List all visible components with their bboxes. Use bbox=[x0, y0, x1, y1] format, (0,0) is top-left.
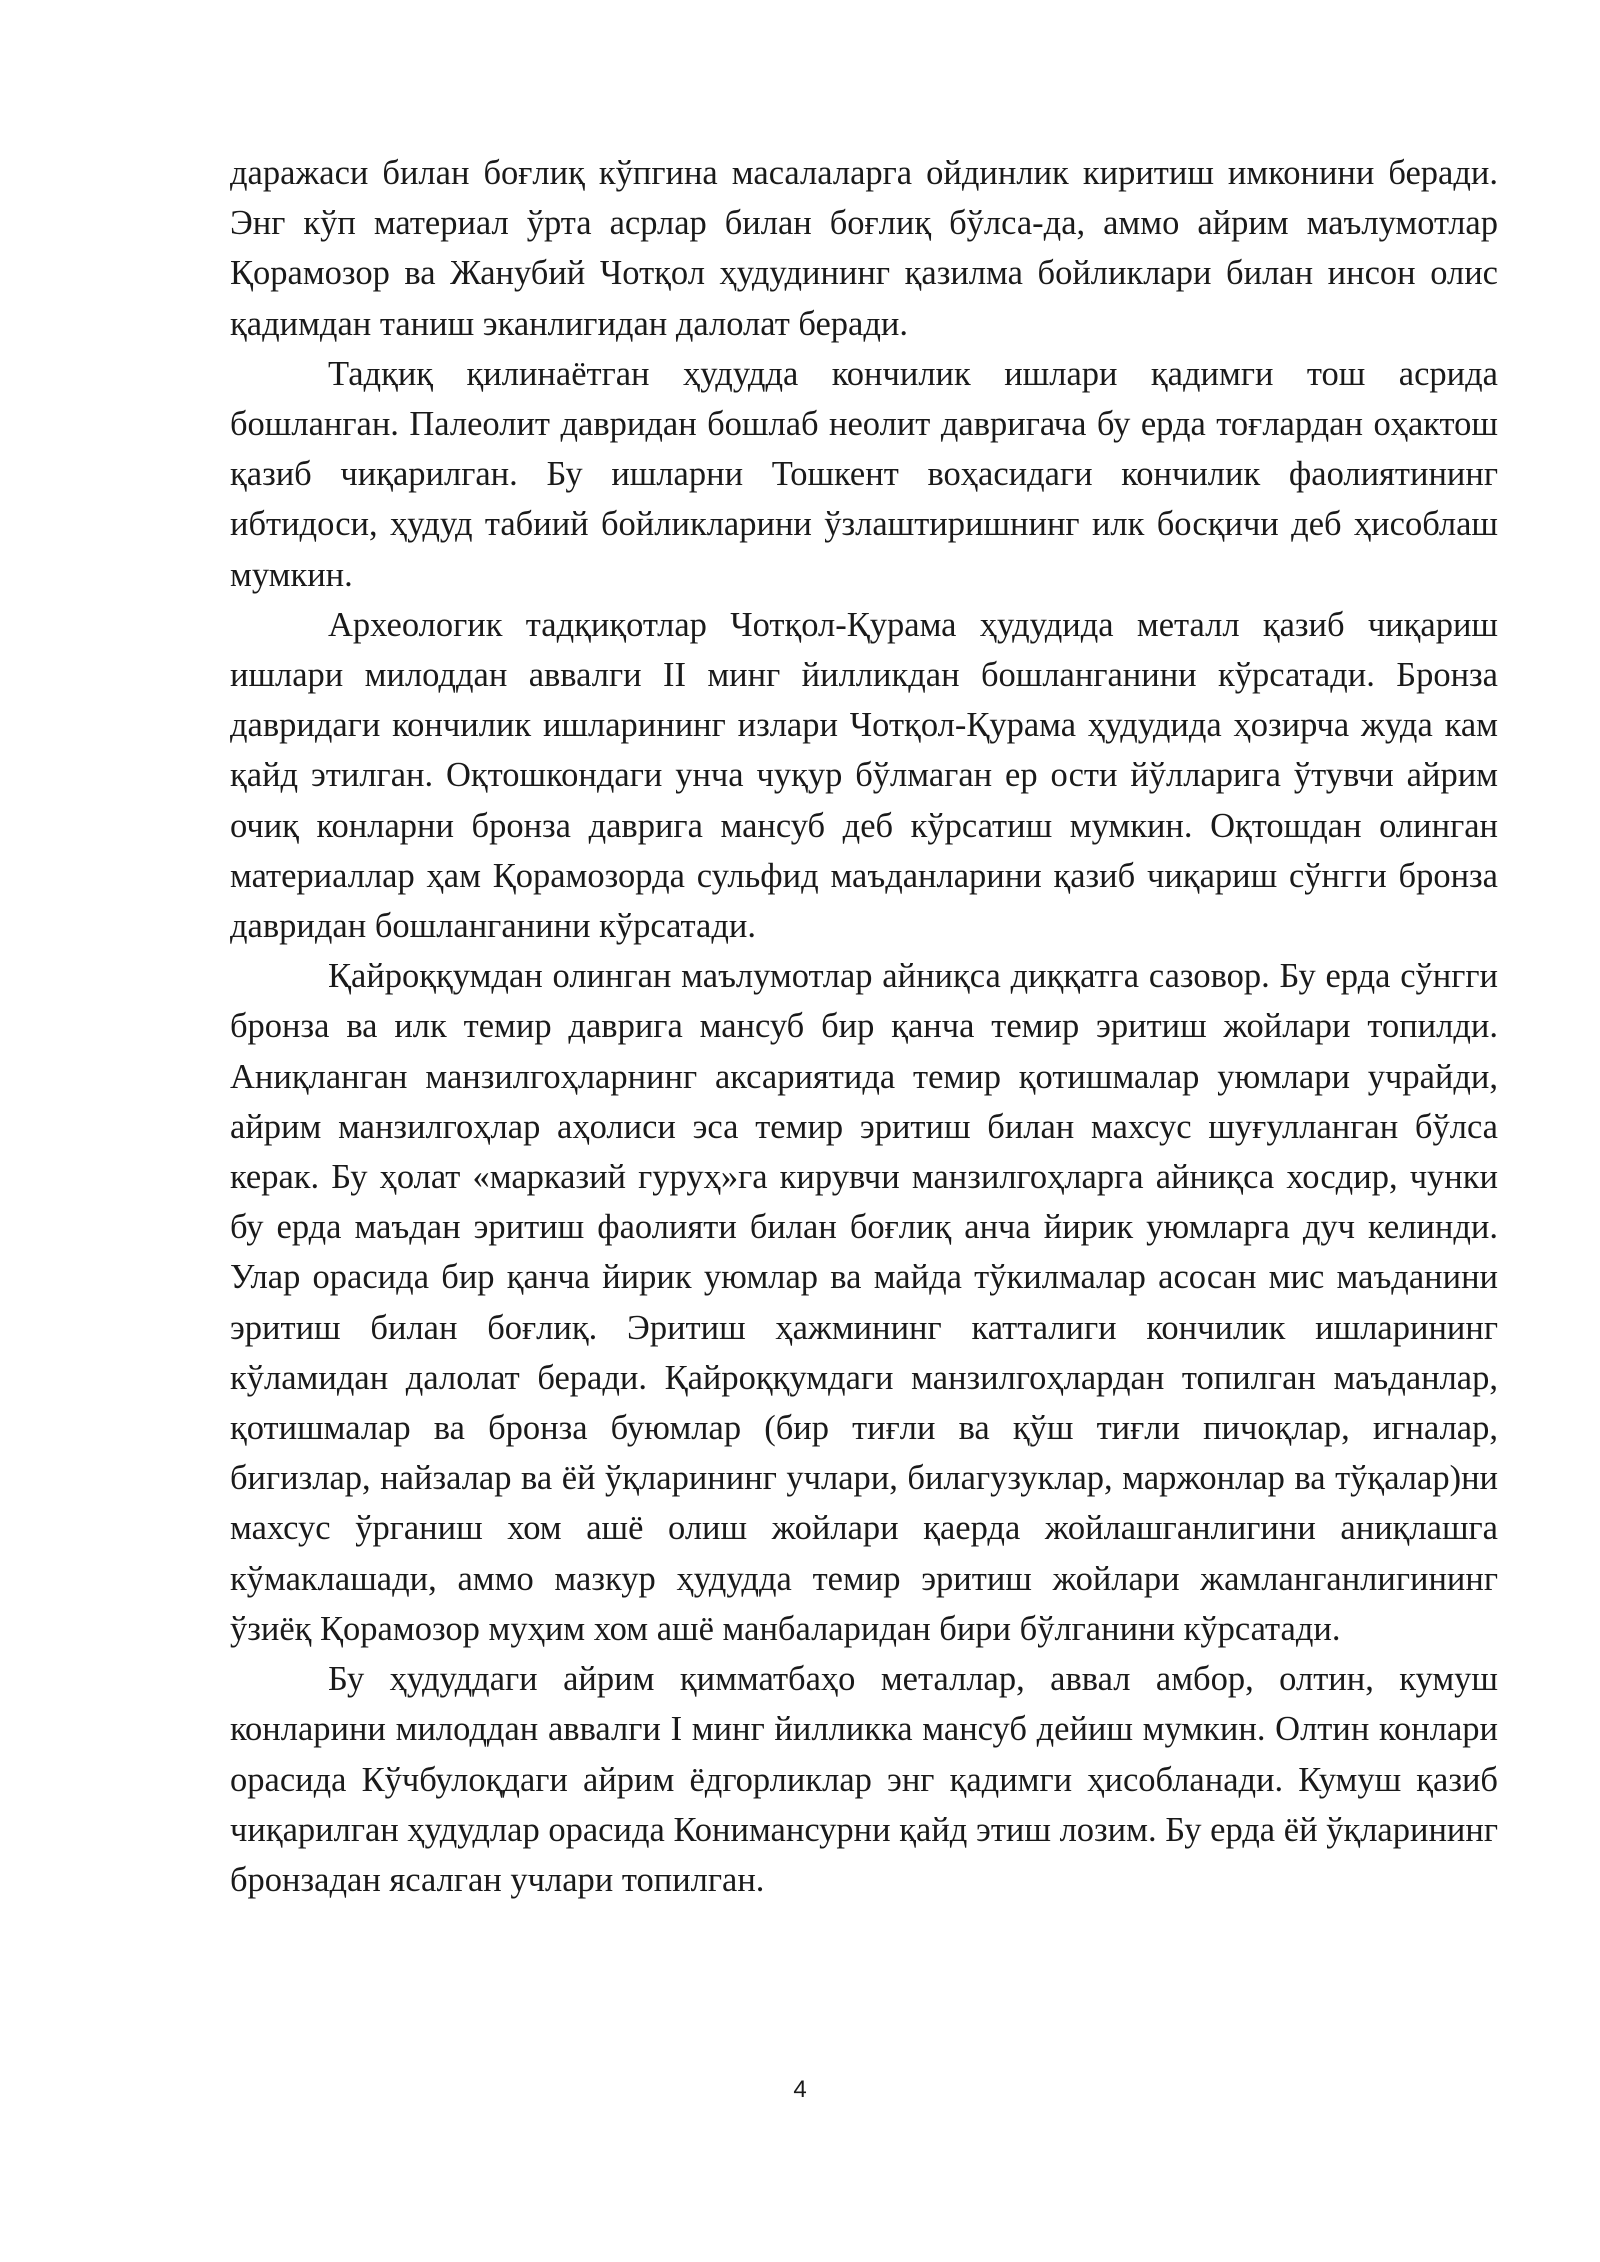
page-number: 4 bbox=[793, 2076, 807, 2103]
paragraph-bronze-age-mining: Археологик тадқиқотлар Чотқол-Қурама ҳудудида металл қазиб чиқариш ишлари милоддан аввалги II минг йилликдан бошланганини кўрсатади. Бронза давридаги кончилик ишларининг излари Чотқол-Қурама ҳудудида ҳозирча жуда кам қайд этилган. Оқтошкондаги унча чуқур бўлмаган ер ости йўлларига ўтувчи айрим очиқ конларни бронза даврига мансуб деб кўрсатиш мумкин. Оқтошдан олинган материаллар ҳам Қорамозорда сульфид маъданларини қазиб чиқариш сўнгги бронза давридан бошланганини кўрсатади. bbox=[230, 605, 1498, 946]
paragraph-stone-age-mining: Тадқиқ қилинаётган ҳудудда кончилик ишлари қадимги тош асрида бошланган. Палеолит давридан бошлаб неолит давригача бу ерда тоғлардан оҳактош қазиб чиқарилган. Бу ишларни Тошкент воҳасидаги кончилик фаолиятининг ибтидоси, ҳудуд табиий бойликларини ўзлаштиришнинг илк босқичи деб ҳисоблаш мумкин. bbox=[230, 354, 1498, 594]
paragraph-precious-metals: Бу ҳудуддаги айрим қимматбаҳо металлар, аввал амбор, олтин, кумуш конларини милоддан аввалги I минг йилликка мансуб дейиш мумкин. Олтин конлари орасида Кўчбулоқдаги айрим ёдгорликлар энг қадимги ҳисобланади. Кумуш қазиб чиқарилган ҳудудлар орасида Конимансурни қайд этиш лозим. Бу ерда ёй ўқларининг бронзадан ясалган учлари топилган. bbox=[230, 1660, 1498, 1899]
document-body bbox=[230, 148, 1498, 1905]
paragraph-continuation: даражаси билан боғлиқ кўпгина масалаларга ойдинлик киритиш имконини беради. Энг кўп материал ўрта асрлар билан боғлиқ бўлса-да, аммо айрим маълумотлар Қорамозор ва Жанубий Чотқол ҳудудининг қазилма бойликлари билан инсон олис қадимдан таниш эканлигидан далолат беради. bbox=[230, 154, 1498, 343]
paragraph-kairakkum-findings: Қайроққумдан олинган маълумотлар айниқса диққатга сазовор. Бу ерда сўнгги бронза ва илк темир даврига мансуб бир қанча темир эритиш жойлари топилди. Аниқланган манзилгоҳларнинг аксариятида темир қотишмалар уюмлари учрайди, айрим манзилгоҳлар аҳолиси эса темир эритиш билан махсус шуғулланган бўлса керак. Бу ҳолат «марказий гуруҳ»га кирувчи манзилгоҳларга айниқса хосдир, чунки бу ерда маъдан эритиш фаолияти билан боғлиқ анча йирик уюмларга дуч келинди. Улар орасида бир қанча йирик уюмлар ва майда тўкилмалар асосан мис маъданини эритиш билан боғлиқ. Эритиш ҳажмининг катталиги кончилик ишларининг кўламидан далолат беради. Қайроққумдаги манзилгоҳлардан топилган маъданлар, қотишмалар ва бронза буюмлар (бир тиғли ва қўш тиғли пичоқлар, игналар, бигизлар, найзалар ва ёй ўқларининг учлари, билагузуклар, маржонлар ва тўқалар)ни махсус ўрганиш хом ашё олиш жойлари қаерда жойлашганлигини аниқлашга кўмаклашади, аммо мазкур ҳудудда темир эритиш жойлари жамланганлигининг ўзиёқ Қорамозор муҳим хом ашё манбаларидан бири бўлганини кўрсатади. bbox=[230, 957, 1498, 1648]
